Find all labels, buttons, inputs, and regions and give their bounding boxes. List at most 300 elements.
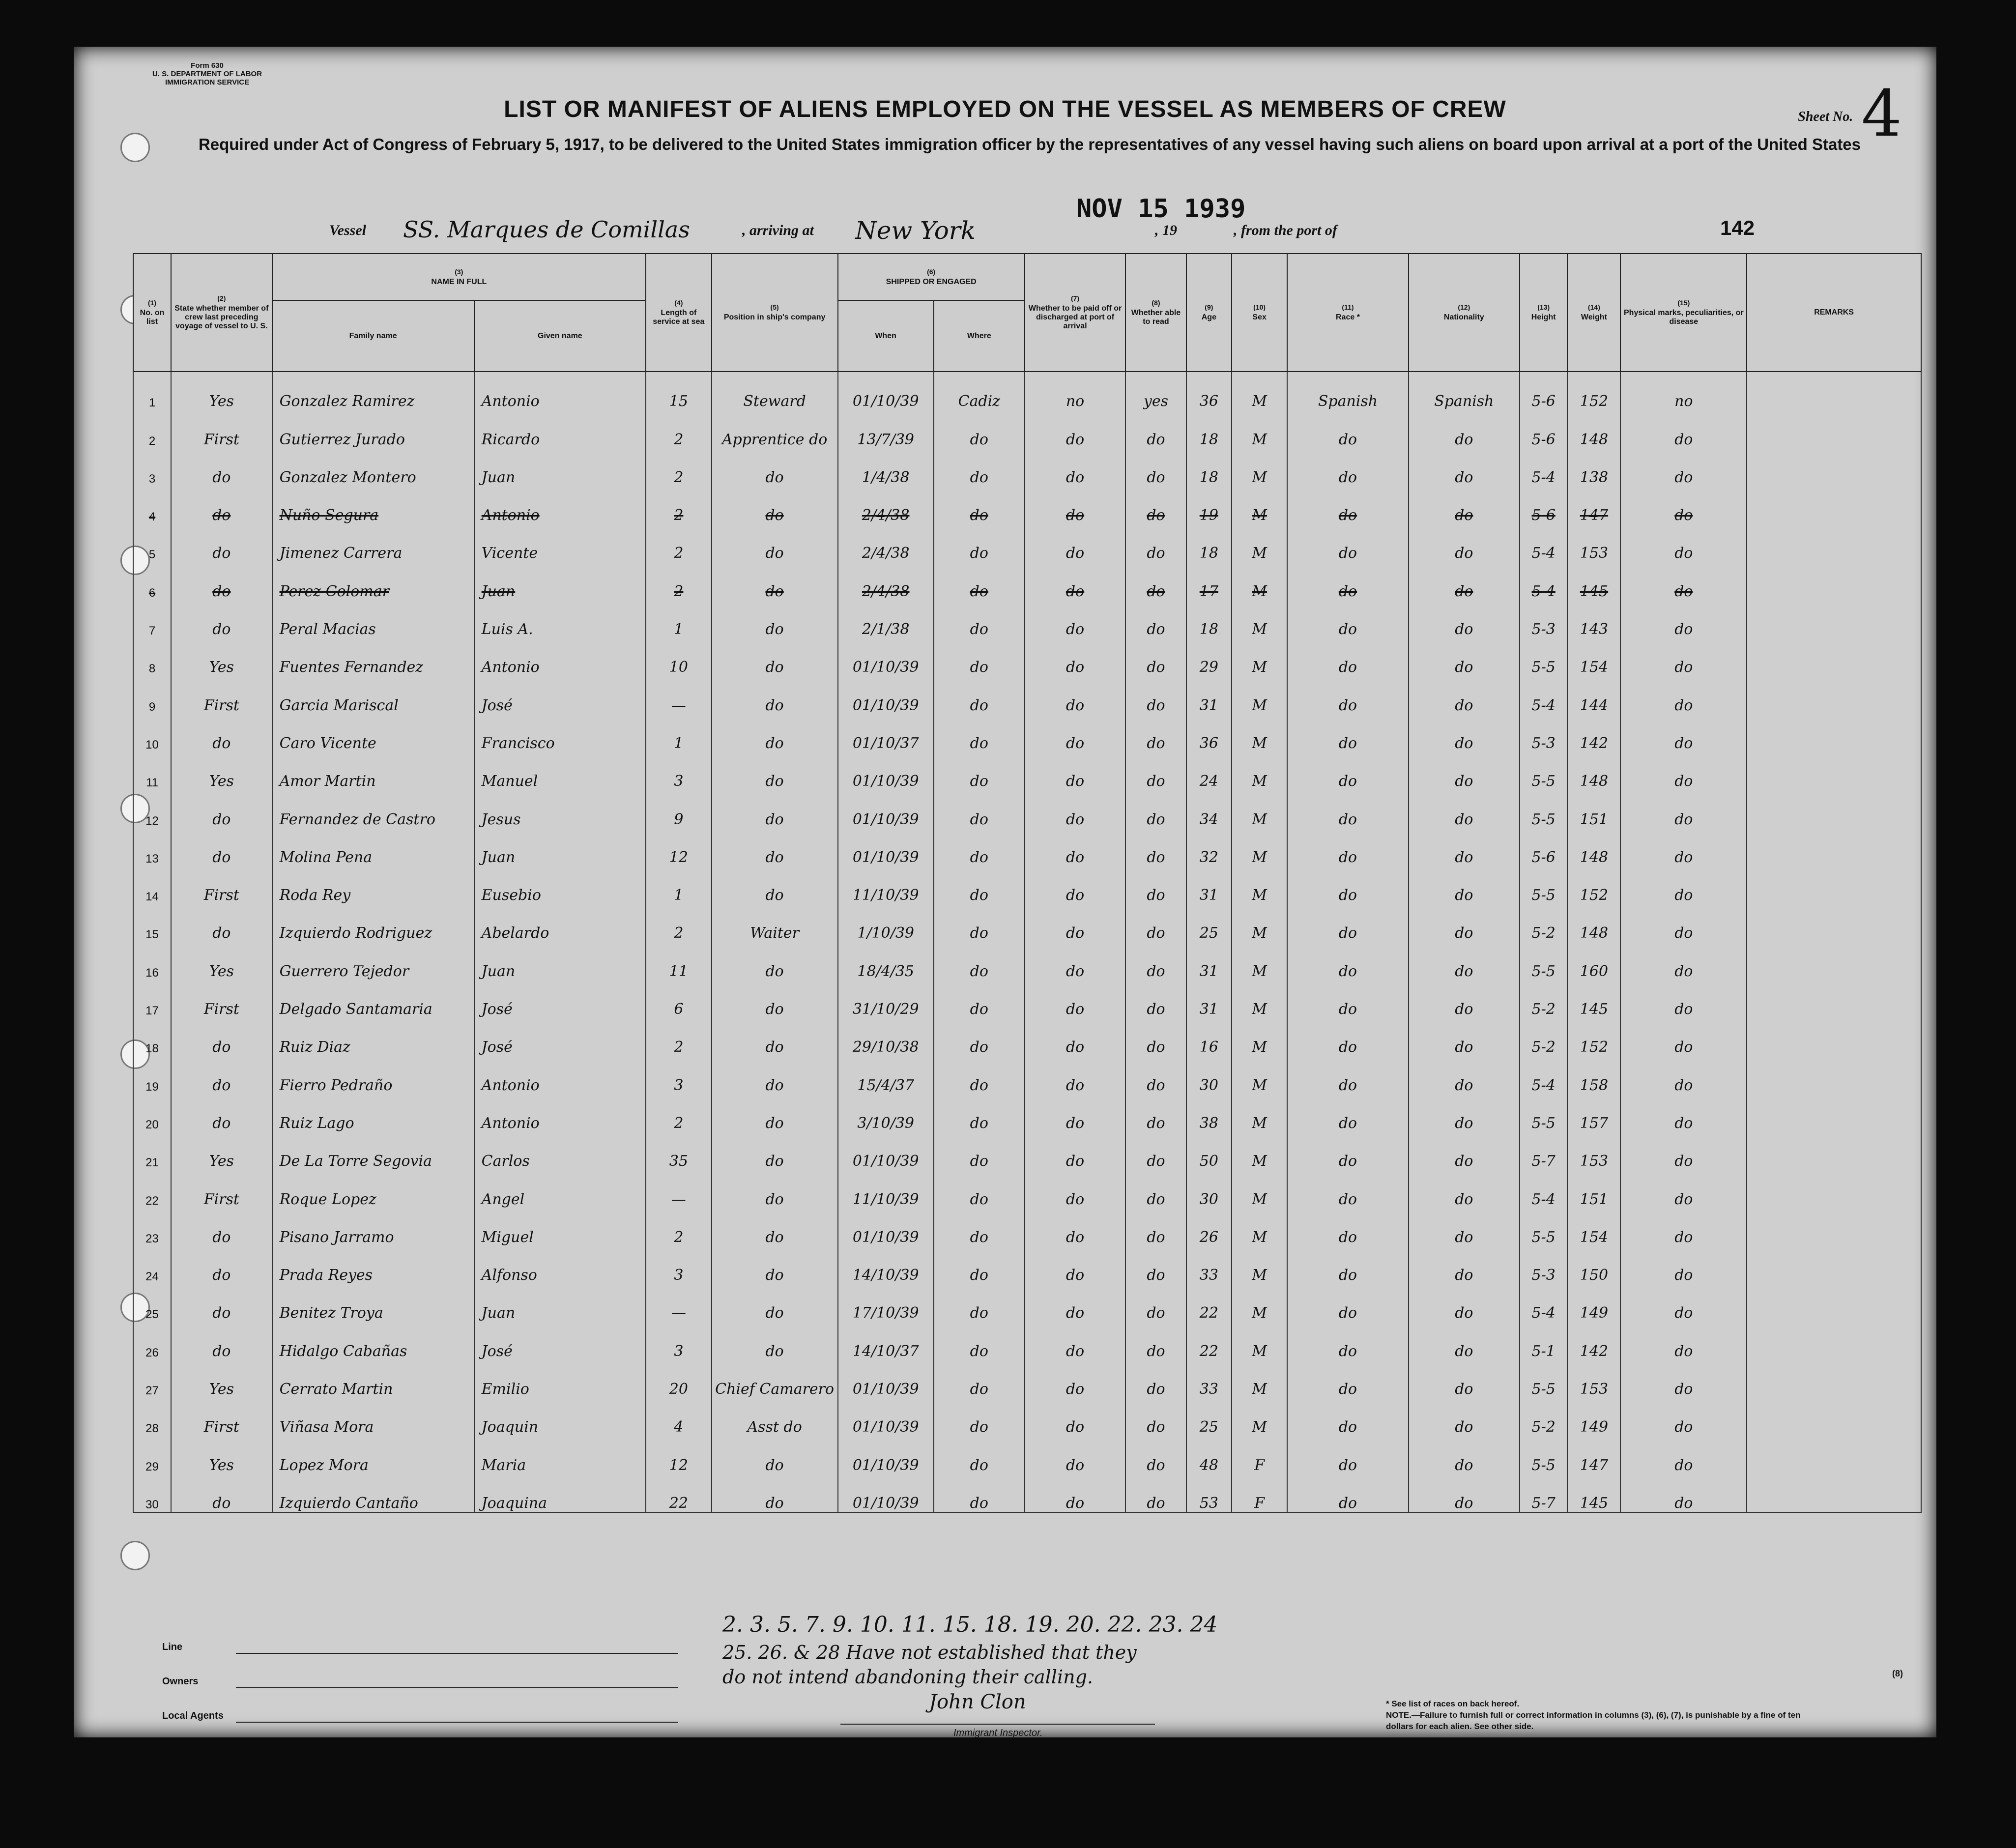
cell-given-name: José (474, 1322, 646, 1359)
cell-physical-marks: do (1620, 638, 1747, 676)
cell-shipped-where: do (934, 942, 1025, 980)
cell-given-name: Juan (474, 1284, 646, 1322)
cell-weight: 154 (1567, 638, 1620, 676)
cell-physical-marks: do (1620, 1398, 1747, 1436)
cell-remarks (1747, 676, 1921, 714)
cell-height: 5-2 (1520, 1398, 1568, 1436)
crew-row (133, 866, 1921, 904)
cell-able-to-read: do (1125, 562, 1186, 600)
vessel-line (329, 194, 1902, 246)
cell-able-to-read: do (1125, 448, 1186, 486)
cell-paid-off: do (1025, 486, 1126, 524)
cell-race: do (1287, 1284, 1409, 1322)
cell-shipped-when: 3/10/39 (838, 1094, 934, 1132)
crew-row (133, 1284, 1921, 1322)
cell-remarks (1747, 1360, 1921, 1398)
cell-position: do (712, 1056, 838, 1094)
owners-rule (236, 1687, 678, 1688)
cell-physical-marks: do (1620, 562, 1747, 600)
cell-shipped-when: 01/10/39 (838, 1436, 934, 1473)
cell-position: Waiter (712, 904, 838, 942)
cell-remarks (1747, 1398, 1921, 1436)
cell-no: 16 (133, 942, 171, 980)
cell-service-length: 2 (646, 448, 712, 486)
cell-family-name: Caro Vicente (272, 714, 474, 752)
cell-shipped-where: do (934, 828, 1025, 866)
cell-position: do (712, 942, 838, 980)
cell-position: do (712, 562, 838, 600)
cell-physical-marks: do (1620, 714, 1747, 752)
cell-physical-marks: do (1620, 904, 1747, 942)
cell-height: 5-5 (1520, 866, 1568, 904)
cell-paid-off: do (1025, 1132, 1126, 1170)
cell-shipped-where: do (934, 1208, 1025, 1246)
cell-shipped-when: 01/10/39 (838, 1360, 934, 1398)
cell-weight: 148 (1567, 904, 1620, 942)
manifest-number: 142 (1720, 216, 1755, 239)
cell-age: 24 (1186, 752, 1232, 790)
cell-service-length: 1 (646, 866, 712, 904)
cell-weight: 147 (1567, 1436, 1620, 1473)
cell-weight: 160 (1567, 942, 1620, 980)
crew-row (133, 1398, 1921, 1436)
cell-position: Asst do (712, 1398, 838, 1436)
cell-weight: 148 (1567, 828, 1620, 866)
cell-sex: M (1232, 562, 1287, 600)
cell-age: 33 (1186, 1360, 1232, 1398)
cell-able-to-read: do (1125, 980, 1186, 1018)
cell-service-length: 6 (646, 980, 712, 1018)
cell-height: 5-4 (1520, 524, 1568, 562)
cell-given-name: José (474, 980, 646, 1018)
cell-shipped-when: 11/10/39 (838, 1170, 934, 1208)
penalty-note: NOTE.—Failure to furnish full or correct information in columns (3), (6), (7), is punishable by a fine of ten dollars for each alien. See other side. (1386, 1710, 1801, 1731)
cell-height: 5-5 (1520, 1436, 1568, 1473)
cell-weight: 138 (1567, 448, 1620, 486)
cell-remarks (1747, 828, 1921, 866)
cell-no: 17 (133, 980, 171, 1018)
crew-row (133, 752, 1921, 790)
cell-no: 3 (133, 448, 171, 486)
cell-height: 5-5 (1520, 1360, 1568, 1398)
cell-previous-voyage: Yes (171, 1132, 272, 1170)
cell-race: do (1287, 1246, 1409, 1284)
cell-service-length: 10 (646, 638, 712, 676)
cell-paid-off: do (1025, 828, 1126, 866)
col-header-given-name: Given name (474, 300, 646, 372)
cell-physical-marks: do (1620, 410, 1747, 448)
cell-sex: M (1232, 942, 1287, 980)
cell-weight: 152 (1567, 1018, 1620, 1056)
cell-position: do (712, 866, 838, 904)
cell-sex: M (1232, 1132, 1287, 1170)
cell-no: 12 (133, 790, 171, 828)
cell-given-name: Manuel (474, 752, 646, 790)
cell-position: do (712, 1322, 838, 1359)
cell-given-name: José (474, 1018, 646, 1056)
cell-height: 5-1 (1520, 1322, 1568, 1359)
cell-physical-marks: do (1620, 524, 1747, 562)
cell-able-to-read: do (1125, 1398, 1186, 1436)
cell-weight: 148 (1567, 410, 1620, 448)
cell-race: do (1287, 410, 1409, 448)
cell-nationality: do (1409, 1208, 1520, 1246)
cell-previous-voyage: First (171, 1170, 272, 1208)
cell-nationality: Spanish (1409, 372, 1520, 410)
cell-age: 18 (1186, 524, 1232, 562)
cell-shipped-when: 01/10/39 (838, 752, 934, 790)
col-header-weight: (14) Weight (1567, 254, 1620, 372)
cell-service-length: 20 (646, 1360, 712, 1398)
cell-service-length: 9 (646, 790, 712, 828)
col-header-previous-voyage: (2) State whether member of crew last preceding voyage of vessel to U. S. (171, 254, 272, 372)
cell-remarks (1747, 904, 1921, 942)
cell-position: do (712, 1474, 838, 1512)
cell-physical-marks: do (1620, 1284, 1747, 1322)
cell-family-name: Peral Macias (272, 600, 474, 638)
cell-sex: M (1232, 524, 1287, 562)
cell-given-name: Juan (474, 942, 646, 980)
cell-no: 22 (133, 1170, 171, 1208)
cell-previous-voyage: do (171, 1208, 272, 1246)
cell-race: do (1287, 1360, 1409, 1398)
cell-age: 29 (1186, 638, 1232, 676)
manifest-sheet (74, 47, 1936, 1737)
cell-given-name: Juan (474, 562, 646, 600)
cell-paid-off: do (1025, 904, 1126, 942)
cell-physical-marks: do (1620, 1208, 1747, 1246)
cell-no: 20 (133, 1094, 171, 1132)
cell-paid-off: do (1025, 942, 1126, 980)
cell-previous-voyage: Yes (171, 1436, 272, 1473)
cell-physical-marks: do (1620, 1360, 1747, 1398)
cell-remarks (1747, 562, 1921, 600)
inspector-signature: John Clon (929, 1691, 1026, 1713)
cell-service-length: 2 (646, 1208, 712, 1246)
cell-family-name: Garcia Mariscal (272, 676, 474, 714)
cell-paid-off: do (1025, 1094, 1126, 1132)
cell-service-length: 1 (646, 600, 712, 638)
cell-position: do (712, 1208, 838, 1246)
cell-weight: 153 (1567, 1360, 1620, 1398)
cell-able-to-read: do (1125, 638, 1186, 676)
cell-given-name: José (474, 676, 646, 714)
cell-given-name: Eusebio (474, 866, 646, 904)
cell-paid-off: do (1025, 1208, 1126, 1246)
cell-height: 5-5 (1520, 942, 1568, 980)
cell-sex: F (1232, 1436, 1287, 1473)
cell-able-to-read: yes (1125, 372, 1186, 410)
cell-sex: M (1232, 1208, 1287, 1246)
cell-paid-off: no (1025, 372, 1126, 410)
document-subtitle: Required under Act of Congress of February 5, 1917, to be delivered to the United States immigration officer by the representatives of any vessel having such aliens on board upon arrival at a port of the United States (198, 135, 1861, 153)
crew-row (133, 1056, 1921, 1094)
cell-nationality: do (1409, 1436, 1520, 1473)
cell-age: 38 (1186, 1094, 1232, 1132)
cell-height: 5-4 (1520, 1284, 1568, 1322)
cell-age: 18 (1186, 410, 1232, 448)
cell-nationality: do (1409, 790, 1520, 828)
crew-row (133, 942, 1921, 980)
cell-physical-marks: do (1620, 828, 1747, 866)
cell-given-name: Abelardo (474, 904, 646, 942)
cell-family-name: Izquierdo Rodriguez (272, 904, 474, 942)
cell-nationality: do (1409, 562, 1520, 600)
cell-sex: M (1232, 1094, 1287, 1132)
cell-shipped-when: 11/10/39 (838, 866, 934, 904)
cell-nationality: do (1409, 1246, 1520, 1284)
cell-weight: 148 (1567, 752, 1620, 790)
cell-sex: M (1232, 1360, 1287, 1398)
cell-remarks (1747, 486, 1921, 524)
cell-age: 31 (1186, 980, 1232, 1018)
cell-age: 18 (1186, 600, 1232, 638)
cell-weight: 149 (1567, 1398, 1620, 1436)
cell-service-length: 15 (646, 372, 712, 410)
cell-shipped-when: 01/10/39 (838, 1132, 934, 1170)
cell-position: do (712, 600, 838, 638)
cell-physical-marks: do (1620, 1170, 1747, 1208)
cell-shipped-where: do (934, 676, 1025, 714)
cell-shipped-when: 01/10/37 (838, 714, 934, 752)
cell-given-name: Emilio (474, 1360, 646, 1398)
cell-remarks (1747, 1170, 1921, 1208)
cell-height: 5-6 (1520, 486, 1568, 524)
cell-no: 1 (133, 372, 171, 410)
cell-position: do (712, 1094, 838, 1132)
cell-remarks (1747, 752, 1921, 790)
cell-previous-voyage: do (171, 600, 272, 638)
cell-previous-voyage: do (171, 1474, 272, 1512)
cell-family-name: Gonzalez Ramirez (272, 372, 474, 410)
cell-shipped-where: do (934, 638, 1025, 676)
cell-weight: 149 (1567, 1284, 1620, 1322)
cell-no: 8 (133, 638, 171, 676)
cell-remarks (1747, 410, 1921, 448)
vessel-name: SS. Marques de Comillas (403, 216, 690, 243)
cell-family-name: Lopez Mora (272, 1436, 474, 1473)
cell-paid-off: do (1025, 790, 1126, 828)
year-label: , 19 (1155, 222, 1177, 238)
cell-no: 5 (133, 524, 171, 562)
cell-given-name: Jesus (474, 790, 646, 828)
cell-sex: M (1232, 1246, 1287, 1284)
cell-no: 9 (133, 676, 171, 714)
cell-shipped-when: 2/4/38 (838, 524, 934, 562)
crew-row (133, 828, 1921, 866)
cell-remarks (1747, 1018, 1921, 1056)
cell-given-name: Carlos (474, 1132, 646, 1170)
cell-service-length: 3 (646, 1322, 712, 1359)
cell-physical-marks: do (1620, 676, 1747, 714)
cell-race: do (1287, 1170, 1409, 1208)
cell-nationality: do (1409, 524, 1520, 562)
cell-age: 26 (1186, 1208, 1232, 1246)
cell-paid-off: do (1025, 410, 1126, 448)
cell-race: do (1287, 828, 1409, 866)
cell-physical-marks: do (1620, 1132, 1747, 1170)
signature-rule (840, 1724, 1155, 1725)
crew-row (133, 714, 1921, 752)
cell-age: 50 (1186, 1132, 1232, 1170)
cell-position: do (712, 714, 838, 752)
cell-previous-voyage: Yes (171, 1360, 272, 1398)
cell-no: 30 (133, 1474, 171, 1512)
cell-previous-voyage: First (171, 410, 272, 448)
cell-sex: M (1232, 714, 1287, 752)
cell-previous-voyage: Yes (171, 942, 272, 980)
cell-sex: M (1232, 828, 1287, 866)
cell-shipped-where: do (934, 1018, 1025, 1056)
cell-shipped-when: 1/10/39 (838, 904, 934, 942)
cell-shipped-where: do (934, 1170, 1025, 1208)
cell-shipped-where: do (934, 1094, 1025, 1132)
cell-nationality: do (1409, 1398, 1520, 1436)
cell-weight: 157 (1567, 1094, 1620, 1132)
cell-position: Steward (712, 372, 838, 410)
cell-sex: M (1232, 1284, 1287, 1322)
crew-row (133, 1094, 1921, 1132)
cell-shipped-where: do (934, 1246, 1025, 1284)
cell-family-name: Fernandez de Castro (272, 790, 474, 828)
cell-weight: 153 (1567, 1132, 1620, 1170)
cell-age: 33 (1186, 1246, 1232, 1284)
cell-remarks (1747, 1436, 1921, 1473)
crew-row (133, 904, 1921, 942)
cell-nationality: do (1409, 942, 1520, 980)
cell-shipped-when: 2/4/38 (838, 486, 934, 524)
cell-race: do (1287, 904, 1409, 942)
cell-service-length: 2 (646, 1094, 712, 1132)
cell-height: 5-4 (1520, 562, 1568, 600)
cell-able-to-read: do (1125, 1094, 1186, 1132)
cell-age: 25 (1186, 1398, 1232, 1436)
cell-service-length: 35 (646, 1132, 712, 1170)
cell-given-name: Luis A. (474, 600, 646, 638)
cell-previous-voyage: Yes (171, 372, 272, 410)
cell-physical-marks: do (1620, 1056, 1747, 1094)
cell-nationality: do (1409, 600, 1520, 638)
cell-service-length: 2 (646, 486, 712, 524)
cell-position: do (712, 1436, 838, 1473)
col-header-when: When (838, 300, 934, 372)
cell-nationality: do (1409, 410, 1520, 448)
cell-paid-off: do (1025, 1018, 1126, 1056)
cell-previous-voyage: First (171, 980, 272, 1018)
cell-age: 19 (1186, 486, 1232, 524)
cell-service-length: 22 (646, 1474, 712, 1512)
line-label: Line (162, 1642, 183, 1652)
cell-no: 23 (133, 1208, 171, 1246)
cell-paid-off: do (1025, 866, 1126, 904)
cell-no: 26 (133, 1322, 171, 1359)
cell-family-name: Amor Martin (272, 752, 474, 790)
cell-race: do (1287, 448, 1409, 486)
crew-row (133, 1246, 1921, 1284)
cell-position: do (712, 752, 838, 790)
cell-family-name: Gonzalez Montero (272, 448, 474, 486)
cell-family-name: Cerrato Martin (272, 1360, 474, 1398)
local-agents-rule (236, 1722, 678, 1723)
date-stamp: NOV 15 1939 (1076, 194, 1246, 224)
cell-remarks (1747, 600, 1921, 638)
crew-row (133, 676, 1921, 714)
cell-nationality: do (1409, 638, 1520, 676)
cell-shipped-where: do (934, 752, 1025, 790)
cell-previous-voyage: do (171, 486, 272, 524)
edge-mark: (8) (1892, 1669, 1903, 1678)
cell-able-to-read: do (1125, 904, 1186, 942)
cell-family-name: Guerrero Tejedor (272, 942, 474, 980)
cell-height: 5-5 (1520, 1094, 1568, 1132)
cell-remarks (1747, 1322, 1921, 1359)
cell-shipped-where: do (934, 714, 1025, 752)
cell-previous-voyage: Yes (171, 752, 272, 790)
cell-sex: M (1232, 866, 1287, 904)
cell-shipped-when: 01/10/39 (838, 676, 934, 714)
cell-given-name: Ricardo (474, 410, 646, 448)
cell-paid-off: do (1025, 638, 1126, 676)
cell-sex: M (1232, 1398, 1287, 1436)
cell-physical-marks: do (1620, 1094, 1747, 1132)
crew-row (133, 410, 1921, 448)
cell-shipped-when: 01/10/39 (838, 1208, 934, 1246)
cell-shipped-when: 31/10/29 (838, 980, 934, 1018)
cell-race: do (1287, 1094, 1409, 1132)
cell-race: do (1287, 1056, 1409, 1094)
col-header-physical-marks: (15) Physical marks, peculiarities, or disease (1620, 254, 1747, 372)
cell-height: 5-6 (1520, 828, 1568, 866)
cell-given-name: Antonio (474, 638, 646, 676)
cell-family-name: Ruiz Lago (272, 1094, 474, 1132)
cell-previous-voyage: do (171, 714, 272, 752)
cell-position: do (712, 524, 838, 562)
cell-height: 5-2 (1520, 980, 1568, 1018)
cell-given-name: Joaquin (474, 1398, 646, 1436)
cell-no: 2 (133, 410, 171, 448)
cell-race: do (1287, 562, 1409, 600)
cell-service-length: 1 (646, 714, 712, 752)
cell-position: do (712, 790, 838, 828)
cell-weight: 150 (1567, 1246, 1620, 1284)
cell-able-to-read: do (1125, 1436, 1186, 1473)
cell-nationality: do (1409, 866, 1520, 904)
cell-sex: M (1232, 676, 1287, 714)
cell-previous-voyage: First (171, 866, 272, 904)
cell-shipped-where: do (934, 1284, 1025, 1322)
cell-nationality: do (1409, 1474, 1520, 1512)
cell-nationality: do (1409, 904, 1520, 942)
cell-able-to-read: do (1125, 1322, 1186, 1359)
cell-shipped-where: do (934, 448, 1025, 486)
cell-shipped-when: 29/10/38 (838, 1018, 934, 1056)
arriving-label: , arriving at (742, 222, 814, 238)
cell-shipped-where: do (934, 904, 1025, 942)
cell-race: do (1287, 1018, 1409, 1056)
cell-nationality: do (1409, 1094, 1520, 1132)
cell-race: do (1287, 942, 1409, 980)
form-department-block: Form 630 U. S. DEPARTMENT OF LABOR IMMIGRATION SERVICE (152, 61, 262, 87)
cell-shipped-where: do (934, 524, 1025, 562)
cell-paid-off: do (1025, 1360, 1126, 1398)
cell-service-length: 12 (646, 828, 712, 866)
cell-given-name: Antonio (474, 1056, 646, 1094)
line-rule (236, 1653, 678, 1654)
cell-physical-marks: do (1620, 1018, 1747, 1056)
col-header-read: (8) Whether able to read (1125, 254, 1186, 372)
cell-sex: M (1232, 1056, 1287, 1094)
cell-nationality: do (1409, 486, 1520, 524)
